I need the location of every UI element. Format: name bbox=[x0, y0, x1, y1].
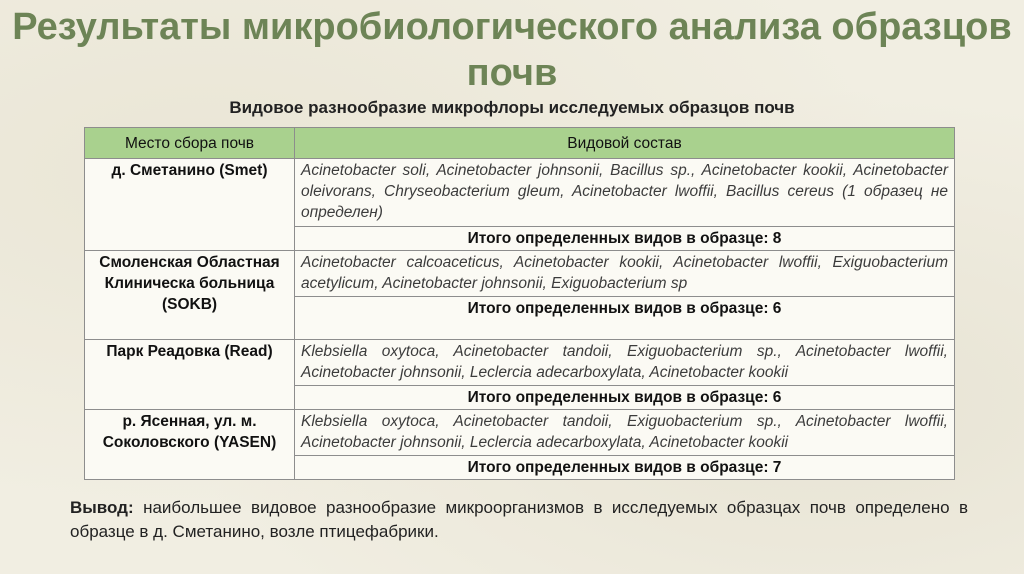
table-row bbox=[85, 159, 955, 227]
conclusion-body: наибольшее видовое разнообразие микроорганизмов в исследуемых образцах почв определено в образце в д. Сметанино, возле птицефабрики. bbox=[70, 498, 968, 541]
total-cell: Итого определенных видов в образце: 6 bbox=[295, 297, 955, 340]
total-cell: Итого определенных видов в образце: 7 bbox=[295, 456, 955, 480]
header-species: Видовой состав bbox=[295, 128, 955, 159]
slide-title: Результаты микробиологического анализа образцов почв bbox=[12, 6, 1012, 94]
species-cell: Acinetobacter soli, Acinetobacter johnsonii, Bacillus sp., Acinetobacter kookii, Acinetobacter oleivorans, Chryseobacterium gleum, Acinetobacter lwoffii, Bacillus cereus (1 образец не определен) bbox=[295, 159, 955, 227]
total-cell: Итого определенных видов в образце: 8 bbox=[295, 227, 955, 251]
table-row bbox=[85, 340, 955, 386]
species-table bbox=[84, 127, 955, 480]
place-cell: д. Сметанино (Smet) bbox=[85, 159, 295, 251]
table-header-row bbox=[85, 128, 955, 159]
place-cell: Парк Реадовка (Read) bbox=[85, 340, 295, 410]
header-place: Место сбора почв bbox=[85, 128, 295, 159]
conclusion-text bbox=[70, 496, 968, 544]
table-caption: Видовое разнообразие микрофлоры исследуемых образцов почв bbox=[229, 98, 795, 117]
species-cell: Klebsiella oxytoca, Acinetobacter tandoii, Exiguobacterium sp., Acinetobacter lwoffii, Acinetobacter johnsonii, Leclercia adecarboxylata, Acinetobacter kookii bbox=[295, 410, 955, 456]
total-cell: Итого определенных видов в образце: 6 bbox=[295, 386, 955, 410]
table-row bbox=[85, 251, 955, 297]
species-cell: Acinetobacter calcoaceticus, Acinetobacter kookii, Acinetobacter lwoffii, Exiguobacterium acetylicum, Acinetobacter johnsonii, Exiguobacterium sp bbox=[295, 251, 955, 297]
conclusion-label: Вывод: bbox=[70, 498, 134, 517]
place-cell: Смоленская Областная Клиническа больница (SOKB) bbox=[85, 251, 295, 340]
table-row bbox=[85, 410, 955, 456]
species-cell: Klebsiella oxytoca, Acinetobacter tandoii, Exiguobacterium sp., Acinetobacter lwoffii, Acinetobacter johnsonii, Leclercia adecarboxylata, Acinetobacter kookii bbox=[295, 340, 955, 386]
place-cell: р. Ясенная, ул. м. Соколовского (YASEN) bbox=[85, 410, 295, 480]
